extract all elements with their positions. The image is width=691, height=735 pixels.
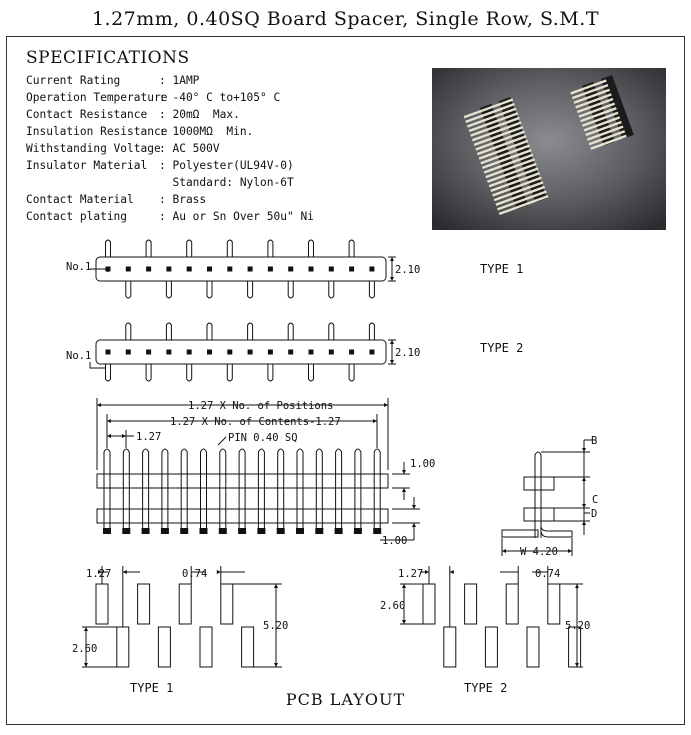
pcb-pad-upper	[96, 584, 108, 624]
side-c-label: C	[592, 494, 599, 506]
type1-label: TYPE 1	[480, 262, 524, 276]
insulator-upper	[97, 474, 388, 488]
page-title: 1.27mm, 0.40SQ Board Spacer, Single Row, S.M.T	[91, 8, 600, 30]
pcb1-pad-label: 0.74	[182, 568, 208, 580]
pcb-layout-type2	[400, 566, 583, 667]
pin-upper	[369, 323, 374, 340]
spec-label: Operation Temperature	[26, 91, 168, 104]
pin-lower	[146, 364, 151, 381]
pcb-pad-lower	[158, 627, 170, 667]
spec-value: : Au or Sn Over 50u" Ni	[159, 210, 314, 223]
pitch-label: 1.27	[136, 431, 162, 443]
spec-value: : 1000MΩ Min.	[159, 125, 254, 138]
pcb2-offset-label: 2.60	[380, 600, 406, 612]
pin-upper	[126, 323, 131, 340]
pin-square	[227, 267, 232, 272]
arrow-head	[390, 277, 394, 281]
spec-value: : 20mΩ Max.	[159, 108, 240, 121]
front-pin	[181, 449, 187, 532]
pin-upper	[349, 240, 354, 257]
smt-foot	[122, 528, 130, 534]
smt-foot	[335, 528, 343, 534]
smt-foot	[219, 528, 227, 534]
arrow-head	[575, 584, 579, 588]
arrow-head	[97, 403, 101, 407]
arrow-head	[402, 470, 406, 474]
pcb-pad-upper	[423, 584, 435, 624]
height-label-type2: 2.10	[395, 347, 421, 359]
pin-lower	[106, 364, 111, 381]
pcb2-pitch-label: 1.27	[398, 568, 424, 580]
pin-lower	[187, 364, 192, 381]
arrow-head	[123, 570, 127, 574]
pin-square	[207, 267, 212, 272]
arrow-head	[390, 340, 394, 344]
pin-square	[227, 350, 232, 355]
pin-square	[349, 267, 354, 272]
insulator-body	[96, 257, 386, 281]
arrow-head	[582, 504, 586, 508]
side-w-label: W 4.20	[520, 546, 558, 558]
smt-foot	[373, 528, 381, 534]
pin-size-label: PIN 0.40 SQ	[228, 432, 298, 444]
arrow-head	[412, 523, 416, 527]
pin-upper	[187, 240, 192, 257]
pin-square	[166, 350, 171, 355]
smt-foot	[200, 528, 208, 534]
side-smt-foot	[541, 526, 572, 537]
pin-square	[248, 350, 253, 355]
spec-value: : -40° C to+105° C	[159, 91, 281, 104]
pcb-type2-label: TYPE 2	[464, 681, 508, 695]
pin-upper	[207, 323, 212, 340]
pcb-pad-lower	[200, 627, 212, 667]
front-pin	[336, 449, 342, 532]
pin-square	[126, 267, 131, 272]
pcb-pad-lower	[117, 627, 129, 667]
pcb-layout-type1	[82, 566, 282, 667]
front-pin	[201, 449, 207, 532]
smt-foot	[315, 528, 323, 534]
pin-square	[187, 350, 192, 355]
pin-square	[288, 267, 293, 272]
arrow-head	[274, 584, 278, 588]
pin-lower	[349, 364, 354, 381]
pin-lower	[126, 281, 131, 298]
spec-label: Withstanding Voltage	[26, 142, 161, 155]
pin-lower	[166, 281, 171, 298]
side-b-label: B	[591, 435, 598, 447]
pin-upper	[146, 240, 151, 257]
pcb2-height-label: 5.20	[565, 620, 591, 632]
arrow-head	[390, 257, 394, 261]
pcb2-pad-label: 0.74	[535, 568, 561, 580]
pin-square	[146, 267, 151, 272]
pin-square	[166, 267, 171, 272]
insulator-lower	[97, 509, 388, 523]
spec-label: Contact Resistance	[26, 108, 148, 121]
pcb1-height-label: 5.20	[263, 620, 289, 632]
side-foot-left	[502, 530, 538, 537]
pin-lower	[248, 281, 253, 298]
spec-value: : 1AMP	[159, 74, 200, 87]
pcb-pad-upper	[138, 584, 150, 624]
pcb-type1-label: TYPE 1	[130, 681, 174, 695]
arrow-head	[373, 419, 377, 423]
pin-square	[369, 267, 374, 272]
arrow-head	[217, 570, 221, 574]
side-insulator-upper	[524, 477, 554, 490]
side-view	[502, 440, 592, 556]
front-pin	[239, 449, 245, 532]
spec-label: Contact plating	[26, 210, 128, 223]
arrow-head	[84, 627, 88, 631]
smt-foot	[238, 528, 246, 534]
dim-100-bottom-label: 1.00	[382, 535, 408, 547]
pin-upper	[106, 240, 111, 257]
front-pin	[316, 449, 322, 532]
arrow-head	[402, 488, 406, 492]
pin-square	[106, 350, 111, 355]
arrow-head	[450, 570, 454, 574]
arrow-head	[390, 360, 394, 364]
type2-label: TYPE 2	[480, 341, 524, 355]
pin-square	[369, 350, 374, 355]
arrow-head	[402, 584, 406, 588]
pin-square	[288, 350, 293, 355]
pcb-pad-lower	[242, 627, 254, 667]
pcb-pad-lower	[444, 627, 456, 667]
dim-positions-label: 1.27 X No. of Positions	[188, 400, 334, 412]
arrow-head	[582, 521, 586, 525]
arrow-head	[402, 620, 406, 624]
pin-square	[268, 267, 273, 272]
arrow-head	[122, 434, 126, 438]
pin-upper	[268, 240, 273, 257]
arrow-head	[425, 570, 429, 574]
pin-square	[349, 350, 354, 355]
pin-square	[309, 350, 314, 355]
no1-label-type1: No.1	[66, 261, 92, 273]
arrow-head	[502, 549, 506, 553]
pin-lower	[268, 364, 273, 381]
pin-square	[268, 350, 273, 355]
pcb-pad-upper	[506, 584, 518, 624]
pin-lower	[369, 281, 374, 298]
side-d-label: D	[591, 508, 598, 520]
pcb-layout-title: PCB LAYOUT	[285, 690, 406, 709]
pcb-pad-upper	[548, 584, 560, 624]
smt-foot	[257, 528, 265, 534]
no1-label-type2: No.1	[66, 350, 92, 362]
front-pin	[220, 449, 226, 532]
front-pin	[104, 449, 110, 532]
front-pin	[278, 449, 284, 532]
pin-upper	[309, 240, 314, 257]
arrow-head	[84, 663, 88, 667]
insulator-body	[96, 340, 386, 364]
no1-leader	[90, 269, 108, 272]
pin-square	[329, 267, 334, 272]
specifications-heading: SPECIFICATIONS	[26, 48, 190, 68]
pin-lower	[329, 281, 334, 298]
arrow-head	[575, 663, 579, 667]
smt-foot	[277, 528, 285, 534]
front-pin	[374, 449, 380, 532]
spec-label: Contact Material	[26, 193, 134, 206]
arrow-head	[107, 419, 111, 423]
smt-foot	[296, 528, 304, 534]
type1-top-view	[90, 240, 396, 298]
pin-upper	[329, 323, 334, 340]
dim-100-top-label: 1.00	[410, 458, 436, 470]
front-pin	[162, 449, 168, 532]
pin-square	[329, 350, 334, 355]
pin-lower	[288, 281, 293, 298]
pin-square	[207, 350, 212, 355]
pcb-pad-lower	[569, 627, 581, 667]
arrow-head	[582, 448, 586, 452]
spec-value: Standard: Nylon-6T	[159, 176, 294, 189]
arrow-head	[412, 505, 416, 509]
front-pin	[258, 449, 264, 532]
arrow-head	[384, 403, 388, 407]
spec-label: Insulator Material	[26, 159, 148, 172]
front-pin	[123, 449, 129, 532]
pin-upper	[166, 323, 171, 340]
pin-upper	[227, 240, 232, 257]
pin-lower	[227, 364, 232, 381]
dim-contents-label: 1.27 X No. of Contents-1.27	[170, 416, 341, 428]
pin-square	[248, 267, 253, 272]
arrow-head	[568, 549, 572, 553]
spec-value: : Brass	[159, 193, 207, 206]
type2-top-view	[90, 323, 396, 381]
pin-square	[126, 350, 131, 355]
height-label-type1: 2.10	[395, 264, 421, 276]
pin-square	[187, 267, 192, 272]
pcb1-offset-label: 2.60	[72, 643, 98, 655]
spec-label: Insulation Resistance	[26, 125, 168, 138]
pin-leader	[218, 437, 226, 445]
smt-foot	[161, 528, 169, 534]
pcb-pad-lower	[527, 627, 539, 667]
pcb-pad-upper	[179, 584, 191, 624]
arrow-head	[274, 663, 278, 667]
spec-value: : Polyester(UL94V-0)	[159, 159, 294, 172]
front-pin	[297, 449, 303, 532]
pin-square	[309, 267, 314, 272]
smt-foot	[180, 528, 188, 534]
pcb-pad-lower	[485, 627, 497, 667]
pcb-pad-upper	[221, 584, 233, 624]
arrow-head	[107, 434, 111, 438]
spec-value: : AC 500V	[159, 142, 220, 155]
side-pin	[535, 452, 541, 538]
pin-lower	[207, 281, 212, 298]
pin-upper	[248, 323, 253, 340]
smt-foot	[354, 528, 362, 534]
smt-foot	[103, 528, 111, 534]
front-pin	[355, 449, 361, 532]
arrow-head	[582, 477, 586, 481]
pcb-pad-upper	[465, 584, 477, 624]
smt-foot	[142, 528, 150, 534]
side-insulator-lower	[524, 508, 554, 521]
pcb1-pitch-label: 1.27	[86, 568, 112, 580]
pin-upper	[288, 323, 293, 340]
pin-square	[146, 350, 151, 355]
front-pin	[143, 449, 149, 532]
pin-lower	[309, 364, 314, 381]
spec-label: Current Rating	[26, 74, 121, 87]
